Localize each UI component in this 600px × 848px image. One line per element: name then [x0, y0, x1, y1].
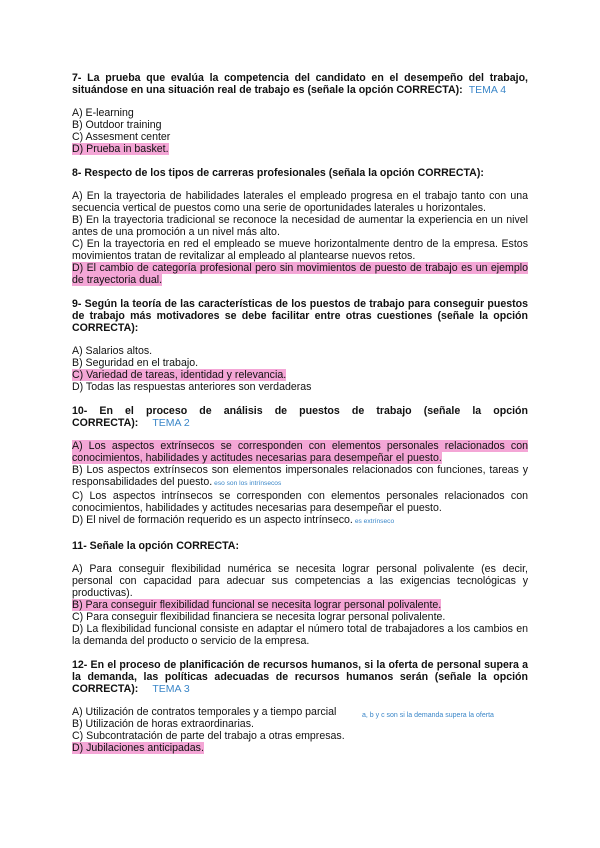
question-9-option-c-correct: C) Variedad de tareas, identidad y relevancia.	[72, 369, 287, 381]
question-11-option-a: A) Para conseguir flexibilidad numérica se necesita lograr personal polivalente (es decir, personal con capacidad para adecuar sus competencias a las exigencias tecnológicas y productivas).	[72, 563, 528, 599]
question-10-option-d: D) El nivel de formación requerido es un aspecto intrínseco.	[72, 514, 353, 526]
question-11-option-d: D) La flexibilidad funcional consiste en adaptar el número total de trabajadores a los cambios en la demanda del producto o servicio de la empresa.	[72, 623, 528, 647]
question-9-option-b: B) Seguridad en el trabajo.	[72, 357, 199, 369]
question-10-option-b-note: eso son los intrínsecos	[214, 480, 282, 487]
exam-page	[72, 72, 528, 754]
question-7-options	[72, 107, 528, 155]
question-10-tema-tag: TEMA 2	[152, 417, 190, 429]
question-11-option-c: C) Para conseguir flexibilidad financiera se necesita lograr personal polivalente.	[72, 611, 446, 623]
question-9-options	[72, 345, 528, 393]
question-9-option-a: A) Salarios altos.	[72, 345, 153, 357]
question-11-option-b-correct: B) Para conseguir flexibilidad funcional se necesita lograr personal polivalente.	[72, 599, 442, 611]
question-12-tema-tag: TEMA 3	[152, 683, 190, 695]
question-7-tema-tag: TEMA 4	[468, 84, 507, 96]
question-7-option-d-correct: D) Prueba in basket.	[72, 143, 169, 155]
question-12-option-b: B) Utilización de horas extraordinarias.	[72, 718, 254, 730]
question-9-title: 9- Según la teoría de las características de los puestos de trabajo para conseguir puestos de trabajo más motivadores se debe facilitar entre otras cuestiones (señale la opción CORRECTA):	[72, 298, 528, 334]
question-9-option-d: D) Todas las respuestas anteriores son verdaderas	[72, 381, 312, 393]
question-12-options	[72, 706, 528, 754]
question-11-title: 11- Señale la opción CORRECTA:	[72, 540, 239, 552]
question-7-title: 7- La prueba que evalúa la competencia del candidato en el desempeño del trabajo, situándose en una situación real de trabajo es (señale la opción CORRECTA):	[72, 72, 528, 96]
question-7-option-a: A) E-learning	[72, 107, 134, 119]
question-7-option-b: B) Outdoor training	[72, 119, 162, 131]
question-10-option-a-correct: A) Los aspectos extrínsecos se corresponden con elementos personales relacionados con conocimientos, habilidades y actitudes necesarias para desempeñar el puesto.	[72, 440, 528, 464]
question-11-options	[72, 563, 528, 647]
question-10-option-c: C) Los aspectos intrínsecos se corresponden con elementos personales relacionados con conocimientos, habilidades y actitudes necesarias para desempeñar el puesto.	[72, 490, 528, 514]
question-12-margin-note: a, b y c son si la demanda supera la oferta	[362, 712, 494, 719]
question-8-option-b: B) En la trayectoria tradicional se reconoce la necesidad de aumentar la experiencia en un nivel antes de una promoción a un nivel más alto.	[72, 214, 528, 238]
question-10-option-d-note: es extrínseco	[354, 518, 395, 525]
question-12-option-d-correct: D) Jubilaciones anticipadas.	[72, 742, 204, 754]
question-8-option-d-correct: D) El cambio de categoría profesional pero sin movimientos de puesto de trabajo es un ejemplo de trayectoria dual.	[72, 262, 528, 286]
question-8-option-a: A) En la trayectoria de habilidades laterales el empleado progresa en el trabajo tanto con una secuencia vertical de puestos como una serie de oportunidades laterales u horizontales.	[72, 190, 528, 214]
question-7	[72, 72, 528, 155]
question-8-option-c: C) En la trayectoria en red el empleado se mueve horizontalmente dentro de la empresa. Estos movimientos tratan de revitalizar al empleado al plantearse nuevos retos.	[72, 238, 528, 262]
question-8-title: 8- Respecto de los tipos de carreras profesionales (señala la opción CORRECTA):	[72, 167, 484, 179]
question-10-option-b: B) Los aspectos extrínsecos son elementos impersonales relacionados con funciones, tareas y responsabilidades del puesto.	[72, 464, 528, 488]
question-12-option-c: C) Subcontratación de parte del trabajo a otras empresas.	[72, 730, 345, 742]
question-10-title: 10- En el proceso de análisis de puestos de trabajo (señale la opción CORRECTA):	[72, 405, 528, 429]
question-9	[72, 298, 528, 393]
question-10-options	[72, 440, 528, 528]
question-10	[72, 405, 528, 528]
question-8	[72, 167, 528, 286]
question-7-option-c: C) Assesment center	[72, 131, 171, 143]
question-8-options	[72, 190, 528, 286]
question-12	[72, 659, 528, 754]
question-12-option-a: A) Utilización de contratos temporales y a tiempo parcial	[72, 706, 337, 718]
question-11	[72, 540, 528, 647]
question-12-title: 12- En el proceso de planificación de recursos humanos, si la oferta de personal supera a la demanda, las políticas adecuadas de recursos humanos serán (señale la opción CORRECTA):	[72, 659, 528, 695]
